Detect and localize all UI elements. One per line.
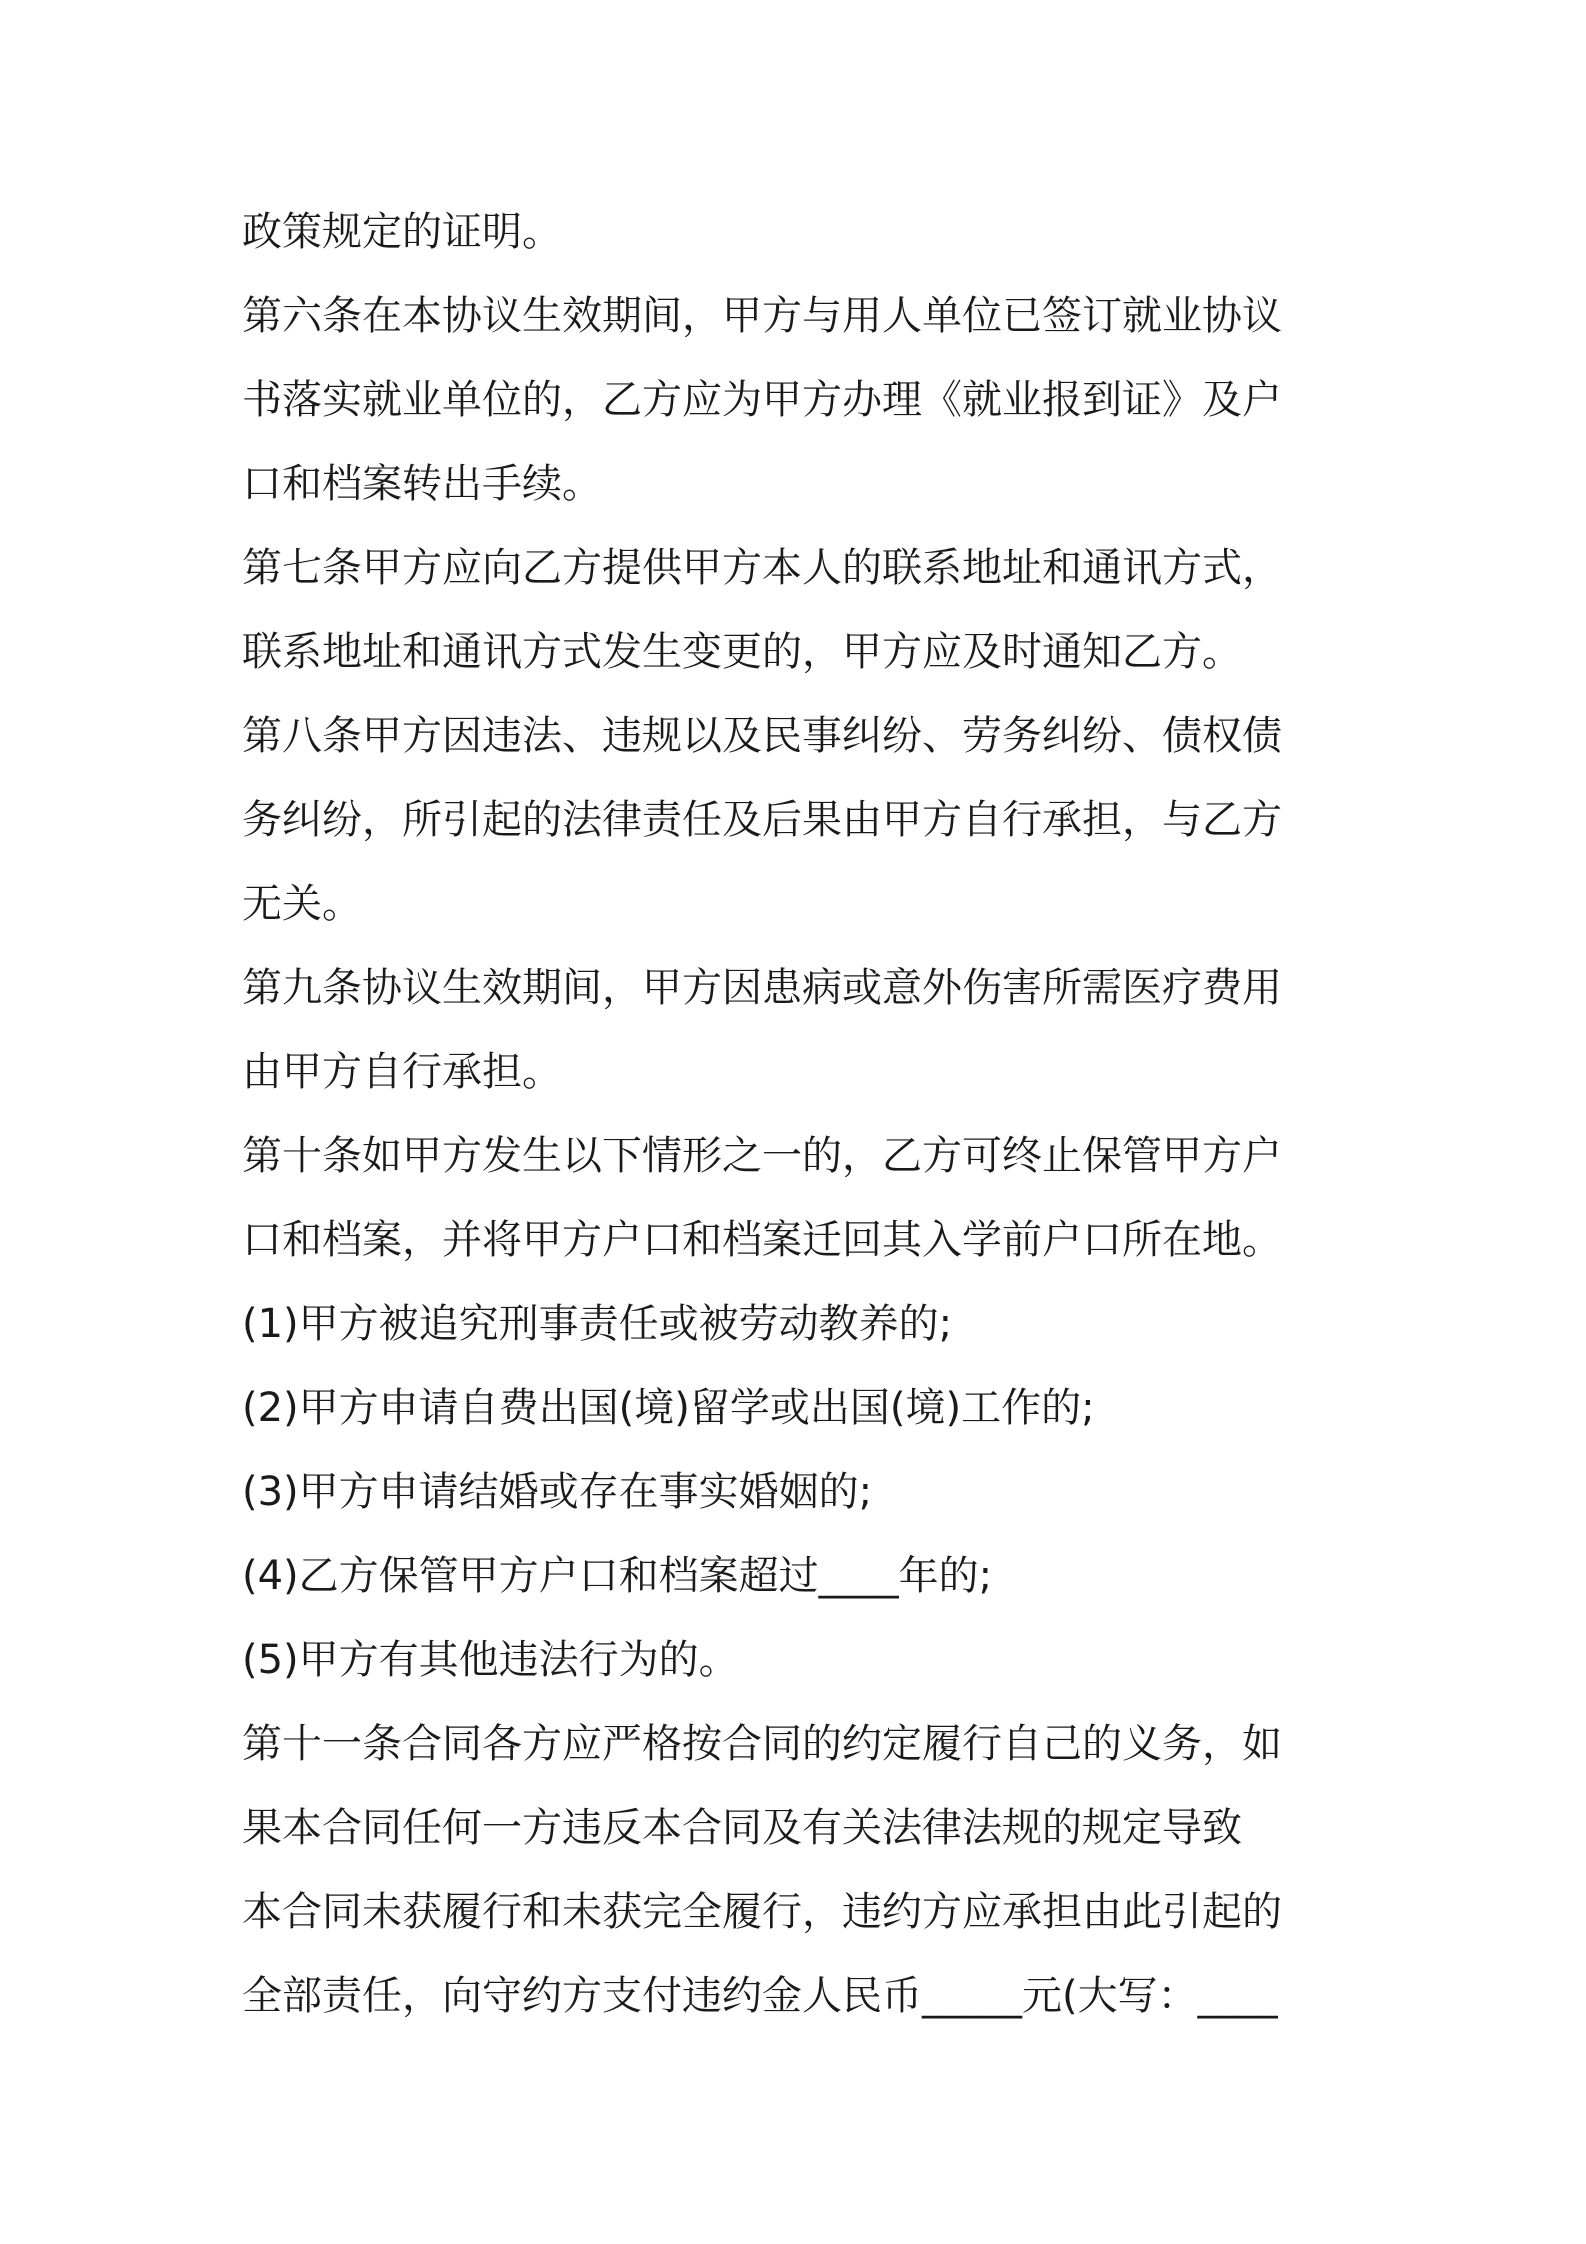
text-line: 全部责任，向守约方支付违约金人民币_____元(大写：____ xyxy=(242,1973,1278,2019)
text-line: 口和档案转出手续。 xyxy=(242,461,602,507)
text-line: 第七条甲方应向乙方提供甲方本人的联系地址和通讯方式， xyxy=(242,545,1282,591)
list-item-2: (2)甲方申请自费出国(境)留学或出国(境)工作的; xyxy=(242,1385,1095,1431)
text-line: 口和档案，并将甲方户口和档案迁回其入学前户口所在地。 xyxy=(242,1217,1282,1263)
text-line: 本合同未获履行和未获完全履行，违约方应承担由此引起的 xyxy=(242,1889,1282,1935)
text-line: 由甲方自行承担。 xyxy=(242,1049,562,1095)
text-line: 第九条协议生效期间，甲方因患病或意外伤害所需医疗费用 xyxy=(242,965,1282,1011)
text-line: 第十条如甲方发生以下情形之一的，乙方可终止保管甲方户 xyxy=(242,1133,1282,1179)
text-line: 务纠纷，所引起的法律责任及后果由甲方自行承担，与乙方 xyxy=(242,797,1282,843)
text-line: 联系地址和通讯方式发生变更的，甲方应及时通知乙方。 xyxy=(242,629,1242,675)
list-item-1: (1)甲方被追究刑事责任或被劳动教养的; xyxy=(242,1301,953,1347)
list-item-5: (5)甲方有其他违法行为的。 xyxy=(242,1637,739,1683)
text-line: 政策规定的证明。 xyxy=(242,209,562,255)
text-line: 第六条在本协议生效期间，甲方与用人单位已签订就业协议 xyxy=(242,293,1282,339)
text-line: 第十一条合同各方应严格按合同的约定履行自己的义务，如 xyxy=(242,1721,1282,1767)
list-item-4: (4)乙方保管甲方户口和档案超过____年的; xyxy=(242,1553,993,1599)
text-line: 无关。 xyxy=(242,881,362,927)
text-line: 第八条甲方因违法、违规以及民事纠纷、劳务纠纷、债权债 xyxy=(242,713,1282,759)
text-line: 书落实就业单位的，乙方应为甲方办理《就业报到证》及户 xyxy=(242,377,1282,423)
text-line: 果本合同任何一方违反本合同及有关法律法规的规定导致 xyxy=(242,1805,1242,1851)
list-item-3: (3)甲方申请结婚或存在事实婚姻的; xyxy=(242,1469,873,1515)
contract-text xyxy=(242,190,1362,2038)
